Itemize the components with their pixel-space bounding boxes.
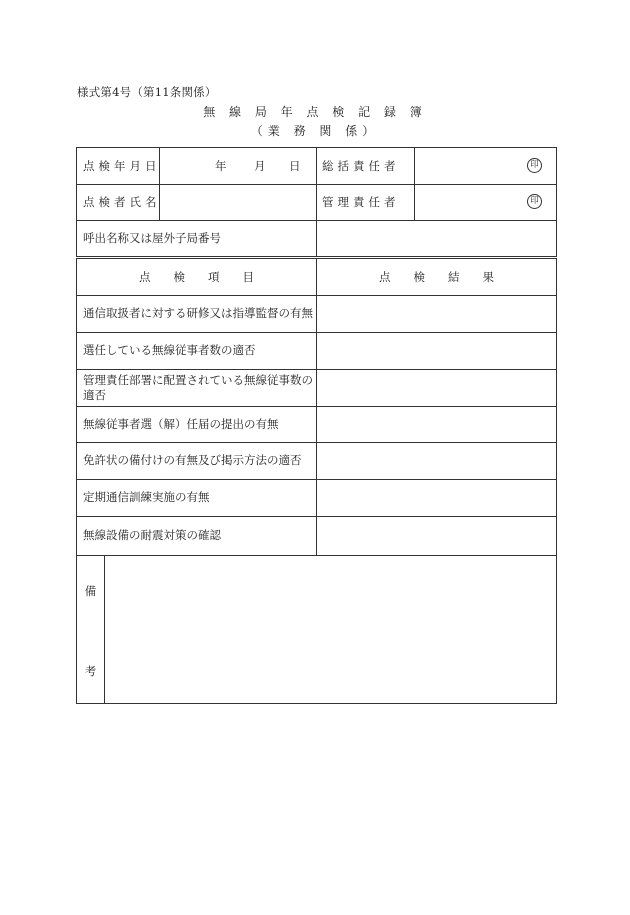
- inspection-item: 無線設備の耐震対策の確認: [83, 528, 221, 542]
- header-table: [76, 147, 557, 257]
- seal-stamp: 印: [527, 194, 542, 209]
- inspection-item: 選任している無線従事者数の適否: [83, 343, 256, 357]
- table-row: [77, 295, 556, 333]
- document-title: 無 線 局 年 点 検 記 録 簿: [203, 105, 427, 119]
- date-label: 点検年月日: [83, 159, 161, 173]
- table-row: [77, 332, 556, 370]
- year-label: 年: [215, 159, 227, 173]
- remarks-label-column: [77, 556, 105, 703]
- seal-stamp: 印: [527, 158, 542, 173]
- inspection-table: [76, 258, 557, 556]
- table-row: [77, 442, 556, 480]
- month-label: 月: [254, 159, 266, 173]
- inspection-item: 免許状の備付けの有無及び掲示方法の適否: [83, 453, 302, 467]
- inspection-item: 定期通信訓練実施の有無: [83, 490, 210, 504]
- date-row: [77, 148, 556, 185]
- table-row: [77, 516, 556, 555]
- inspection-item: 無線従事者選（解）任届の提出の有無: [83, 416, 279, 431]
- remarks-label-char: 考: [84, 664, 97, 678]
- document-subtitle: （業 務 関 係）: [250, 124, 380, 138]
- table-row: [77, 406, 556, 443]
- inspection-item: 通信取扱者に対する研修又は指導監督の有無: [83, 306, 313, 320]
- table-row: [77, 479, 556, 517]
- inspector-label: 点検者氏名: [83, 195, 161, 209]
- item-header: 点 検 項 目: [139, 270, 254, 284]
- inspector-row: [77, 184, 556, 221]
- remarks-box: [76, 556, 557, 704]
- form-reference: 様式第4号（第11条関係）: [77, 85, 217, 99]
- result-header: 点 検 結 果: [379, 270, 494, 284]
- remarks-label-char: 備: [84, 584, 97, 598]
- callsign-row: [77, 220, 556, 256]
- table-row: [77, 369, 556, 407]
- inspection-header-row: [77, 259, 556, 296]
- general-manager-label: 総括責任者: [322, 159, 400, 173]
- manager-label: 管理責任者: [322, 195, 400, 209]
- inspection-item: 管理責任部署に配置されている無線従事数の適否: [83, 372, 313, 402]
- day-label: 日: [289, 159, 301, 173]
- callsign-label: 呼出名称又は屋外子局番号: [83, 231, 221, 245]
